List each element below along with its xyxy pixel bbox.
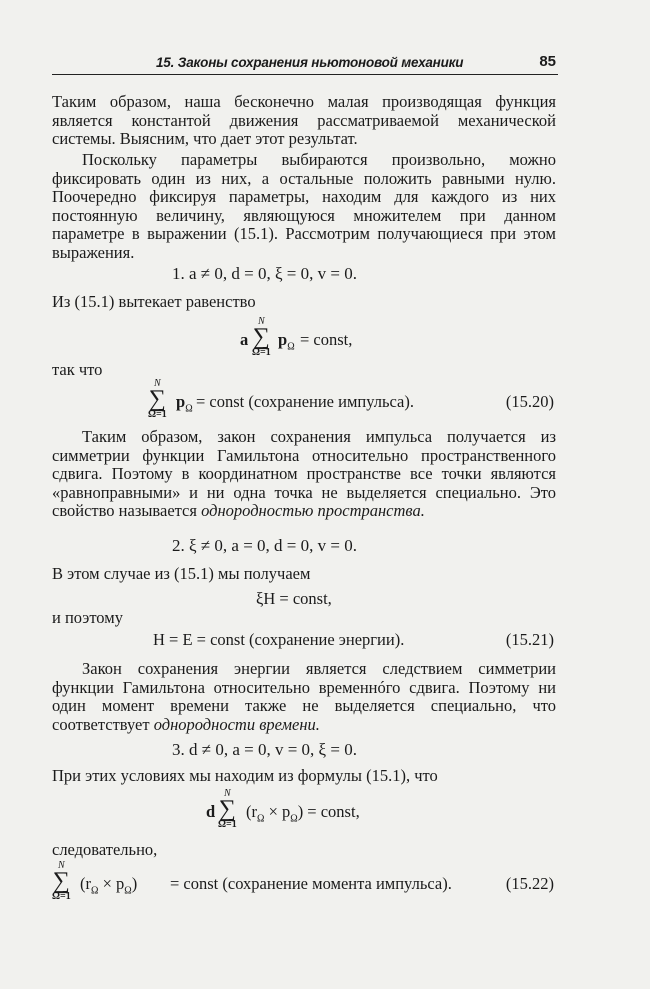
term-p — [176, 392, 193, 414]
running-header — [52, 52, 558, 75]
equation-xi-h: ξH = const, — [256, 589, 332, 608]
text-tak-chto: так что — [52, 360, 103, 379]
equation-number-15-22: (15.22) — [505, 874, 554, 893]
equation-number-15-20: (15.20) — [505, 392, 554, 411]
equals-const: = const, — [300, 330, 353, 349]
sum-upper: N — [224, 788, 231, 799]
case-3-condition: 3. d ≠ 0, a = 0, v = 0, ξ = 0. — [172, 740, 357, 759]
subscript-omega: Ω — [185, 403, 193, 415]
header-title: 15. Законы сохранения ньютоновой механики — [156, 55, 464, 70]
paragraph-4 — [52, 660, 556, 734]
sum-upper: N — [258, 316, 265, 327]
case-2-condition: 2. ξ ≠ 0, a = 0, d = 0, v = 0. — [172, 536, 357, 555]
paragraph-1: Таким образом, наша бесконечно малая производящая функция является константой движения рассматриваемой механической системы. Выясним, что дает этот результат. — [52, 92, 556, 149]
sum-lower: Ω=1 — [148, 409, 167, 420]
sum-lower: Ω=1 — [218, 819, 237, 830]
subscript-omega: Ω — [290, 813, 298, 825]
sigma: ∑ — [252, 324, 270, 350]
subscript-omega: Ω — [257, 813, 265, 825]
paragraph-4-text: Закон сохранения энергии является следствием симметрии функции Гамильтона относительно временнóго сдвига. Поэтому ни один момент времени также не выделяется специально, что соответствует — [52, 659, 556, 734]
text-from-formula: При этих условиях мы находим из формулы (15.1), что — [52, 766, 438, 785]
term-p — [278, 330, 295, 352]
equation-number-15-21: (15.21) — [505, 630, 554, 649]
sum-symbol — [252, 316, 271, 358]
text-consequently: следовательно, — [52, 840, 158, 859]
equation-15-21-body: H = E = const (сохранение энергии). — [153, 630, 405, 649]
text-from-15-1: Из (15.1) вытекает равенство — [52, 292, 256, 311]
letter-a: a — [240, 330, 249, 349]
case-1-condition: 1. a ≠ 0, d = 0, ξ = 0, v = 0. — [172, 264, 357, 283]
cross-product: $(r_\Omega \times p_\Omega)$ — [80, 874, 138, 897]
equation-15-22-body: = const (сохранение момента импульса). — [170, 874, 452, 893]
letter-p: p — [176, 392, 186, 411]
subscript-omega: Ω — [124, 885, 132, 897]
sum-lower: Ω=1 — [52, 891, 71, 902]
sum-symbol — [148, 378, 167, 420]
term-homogeneity-time: однородности времени. — [153, 714, 320, 734]
sum-upper: N — [154, 378, 161, 389]
sigma: ∑ — [218, 796, 236, 822]
letter-p: p — [278, 330, 288, 349]
sum-upper: N — [58, 860, 65, 871]
cross-product: $(r_\Omega \times p_\Omega)$ = const, — [246, 802, 360, 825]
term-homogeneity-space: однородностью пространства. — [201, 501, 425, 521]
text-from-15-1-case-2: В этом случае из (15.1) мы получаем — [52, 564, 311, 583]
text-and-so: и поэтому — [52, 608, 123, 627]
equation-15-20-body: = const (сохранение импульса). — [196, 392, 414, 411]
subscript-omega: Ω — [287, 341, 295, 353]
page-number: 85 — [539, 53, 556, 70]
sum-symbol — [52, 860, 71, 902]
sum-symbol — [218, 788, 237, 830]
paragraph-2: Поскольку параметры выбираются произвольно, можно фиксировать один из них, а остальные положить равными нулю. Поочередно фиксируя параметры, находим для каждого из них постоянную величину, являющуюся множителем при данном параметре в выражении (15.1). Рассмотрим получающиеся при этом выражения. — [52, 150, 556, 262]
letter-d: d — [206, 802, 216, 821]
paragraph-3 — [52, 428, 556, 521]
subscript-omega: Ω — [91, 885, 99, 897]
sigma: ∑ — [52, 868, 70, 894]
sum-lower: Ω=1 — [252, 347, 271, 358]
paragraph-3-text: Таким образом, закон сохранения импульса получается из симметрии функции Гамильтона относительно пространственного сдвига. Поэтому в координатном пространстве все точки являются «равноправными» и ни одна точка не выделяется специально. Это свойство называется — [52, 427, 556, 521]
sigma: ∑ — [148, 386, 166, 412]
